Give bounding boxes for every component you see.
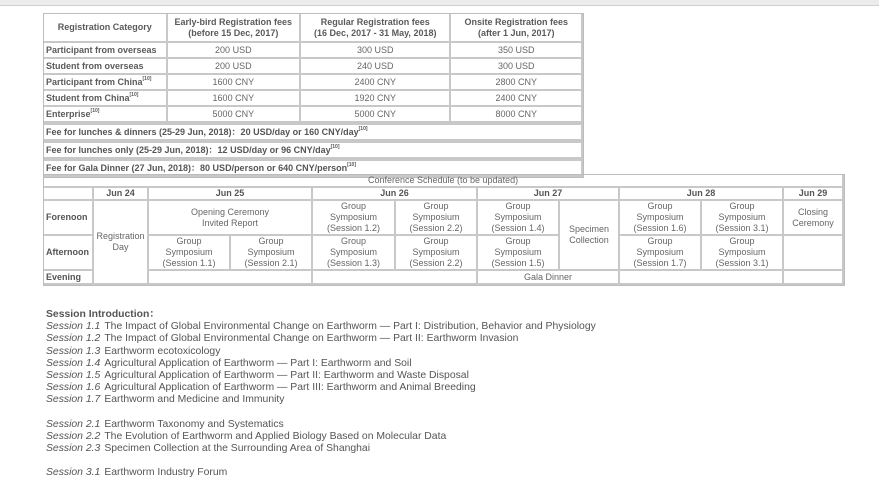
fee-note-row xyxy=(44,123,583,141)
session-title: Agricultural Application of Earthworm — Part I: Earthworm and Soil xyxy=(104,357,412,369)
date-jun-29: Jun 29 xyxy=(784,188,844,201)
session-id: Session 2.2 xyxy=(46,430,101,442)
reference-link[interactable]: [10] xyxy=(358,125,368,132)
session-cell: Group Symposium (Session 2.1) xyxy=(231,236,313,271)
evening-row xyxy=(44,271,844,285)
fee-row xyxy=(44,43,583,59)
header-regular: Regular Registration fees (16 Dec, 2017 - 31 May, 2018) xyxy=(301,14,451,43)
gala-dinner-cell: Gala Dinner xyxy=(478,271,620,285)
registration-fee-table xyxy=(43,13,584,178)
date-jun-24: Jun 24 xyxy=(94,188,149,201)
header-registration-category: Registration Category xyxy=(44,14,168,43)
session-cell: Group Symposium (Session 1.7) xyxy=(620,236,702,271)
schedule-title-row xyxy=(44,175,844,188)
fee-early: 200 USD xyxy=(168,59,302,75)
session-id: Session 1.2 xyxy=(46,333,101,345)
session-introduction xyxy=(46,309,596,479)
browser-top-bar xyxy=(0,0,879,6)
fee-early: 200 USD xyxy=(168,43,302,59)
fee-regular: 5000 CNY xyxy=(301,107,451,123)
session-title: Earthworm ecotoxicology xyxy=(104,345,221,357)
header-early-bird: Early-bird Registration fees (before 15 Dec, 2017) xyxy=(168,14,302,43)
date-jun-26: Jun 26 xyxy=(313,188,478,201)
fee-category: Participant from China[10] xyxy=(44,75,168,91)
row-label-forenoon: Forenoon xyxy=(44,201,94,236)
specimen-collection-cell: Specimen Collection xyxy=(560,201,620,271)
reference-link[interactable]: [10] xyxy=(90,107,100,114)
date-jun-25: Jun 25 xyxy=(149,188,313,201)
schedule-dates-row xyxy=(44,188,844,201)
session-cell: Group Symposium (Session 1.6) xyxy=(620,201,702,236)
empty-cell xyxy=(620,271,784,285)
session-cell: Group Symposium (Session 1.3) xyxy=(313,236,396,271)
empty-cell xyxy=(313,271,478,285)
session-cell: Group Symposium (Session 3.1) xyxy=(702,236,784,271)
session-title: Earthworm and Medicine and Immunity xyxy=(104,394,285,406)
fee-note-gala-dinner: Fee for Gala Dinner (27 Jun, 2018)：80 USD/person or 640 CNY/person[10] xyxy=(44,159,583,177)
session-cell: Group Symposium (Session 2.2) xyxy=(396,236,478,271)
session-id: Session 1.3 xyxy=(46,345,101,357)
conference-schedule-table xyxy=(43,174,845,286)
empty-corner xyxy=(44,188,94,201)
session-title: Agricultural Application of Earthworm — Part III: Earthworm and Animal Breeding xyxy=(104,382,476,394)
session-item xyxy=(46,394,596,406)
fee-category: Participant from overseas xyxy=(44,43,168,59)
session-id: Session 1.1 xyxy=(46,321,101,333)
session-item xyxy=(46,443,596,455)
session-id: Session 1.7 xyxy=(46,394,101,406)
date-jun-28: Jun 28 xyxy=(620,188,784,201)
session-id: Session 2.3 xyxy=(46,443,101,455)
empty-cell xyxy=(149,271,313,285)
fee-note-row xyxy=(44,141,583,159)
fee-row xyxy=(44,107,583,123)
registration-day-cell: Registration Day xyxy=(94,201,149,285)
fee-table-header xyxy=(44,14,583,43)
fee-row xyxy=(44,91,583,107)
spacer xyxy=(46,407,596,419)
session-item xyxy=(46,346,596,358)
spacer xyxy=(46,455,596,467)
fee-regular: 1920 CNY xyxy=(301,91,451,107)
afternoon-row xyxy=(44,236,844,271)
session-title: The Impact of Global Environmental Change on Earthworm — Part II: Earthworm Invasion xyxy=(104,333,519,345)
fee-onsite: 8000 CNY xyxy=(451,107,583,123)
fee-onsite: 2800 CNY xyxy=(451,75,583,91)
date-jun-27: Jun 27 xyxy=(478,188,620,201)
header-onsite: Onsite Registration fees (after 1 Jun, 2017) xyxy=(451,14,583,43)
fee-regular: 300 USD xyxy=(301,43,451,59)
fee-row xyxy=(44,59,583,75)
session-item xyxy=(46,431,596,443)
fee-regular: 2400 CNY xyxy=(301,75,451,91)
fee-regular: 240 USD xyxy=(301,59,451,75)
session-introduction-heading: Session Introduction： xyxy=(46,309,160,320)
session-id: Session 1.5 xyxy=(46,370,101,382)
closing-ceremony-cell: Closing Ceremony xyxy=(784,201,844,236)
session-cell: Group Symposium (Session 1.2) xyxy=(313,201,396,236)
row-label-evening: Evening xyxy=(44,271,94,285)
session-item xyxy=(46,467,596,479)
session-item xyxy=(46,419,596,431)
session-id: Session 2.1 xyxy=(46,418,101,430)
empty-cell xyxy=(784,271,844,285)
session-title: Specimen Collection at the Surrounding Area of Shanghai xyxy=(104,443,371,455)
reference-link[interactable]: [10] xyxy=(347,161,357,168)
fee-note-lunches-dinners: Fee for lunches & dinners (25-29 Jun, 2018)：20 USD/day or 160 CNY/day[10] xyxy=(44,123,583,141)
fee-category: Enterprise[10] xyxy=(44,107,168,123)
schedule-title: Conference Schedule (to be updated) xyxy=(44,175,844,188)
reference-link[interactable]: [10] xyxy=(330,143,340,150)
session-item xyxy=(46,358,596,370)
session-cell: Group Symposium (Session 1.4) xyxy=(478,201,560,236)
session-title: Agricultural Application of Earthworm — Part II: Earthworm and Waste Disposal xyxy=(104,370,469,382)
session-id: Session 3.1 xyxy=(46,467,101,479)
fee-onsite: 350 USD xyxy=(451,43,583,59)
session-cell: Group Symposium (Session 1.5) xyxy=(478,236,560,271)
session-id: Session 1.6 xyxy=(46,382,101,394)
fee-onsite: 300 USD xyxy=(451,59,583,75)
session-item xyxy=(46,321,596,333)
reference-link[interactable]: [10] xyxy=(129,91,139,98)
session-title: Earthworm Taxonomy and Systematics xyxy=(104,418,284,430)
fee-onsite: 2400 CNY xyxy=(451,91,583,107)
session-item xyxy=(46,382,596,394)
fee-early: 5000 CNY xyxy=(168,107,302,123)
fee-note-lunches-only: Fee for lunches only (25-29 Jun, 2018)：12 USD/day or 96 CNY/day[10] xyxy=(44,141,583,159)
session-cell: Group Symposium (Session 1.1) xyxy=(149,236,231,271)
session-cell: Group Symposium (Session 3.1) xyxy=(702,201,784,236)
fee-row xyxy=(44,75,583,91)
fee-early: 1600 CNY xyxy=(168,91,302,107)
empty-cell xyxy=(784,236,844,271)
session-title: Earthworm Industry Forum xyxy=(104,467,228,479)
forenoon-row xyxy=(44,201,844,236)
fee-category: Student from China[10] xyxy=(44,91,168,107)
session-item xyxy=(46,333,596,345)
session-title: The Impact of Global Environmental Change on Earthworm — Part I: Distribution, Behavior and Physiology xyxy=(104,321,596,333)
session-id: Session 1.4 xyxy=(46,357,101,369)
session-cell: Group Symposium (Session 2.2) xyxy=(396,201,478,236)
row-label-afternoon: Afternoon xyxy=(44,236,94,271)
fee-early: 1600 CNY xyxy=(168,75,302,91)
session-title: The Evolution of Earthworm and Applied Biology Based on Molecular Data xyxy=(104,430,447,442)
fee-category: Student from overseas xyxy=(44,59,168,75)
reference-link[interactable]: [10] xyxy=(142,75,152,82)
session-item xyxy=(46,370,596,382)
opening-ceremony-cell: Opening Ceremony Invited Report xyxy=(149,201,313,236)
